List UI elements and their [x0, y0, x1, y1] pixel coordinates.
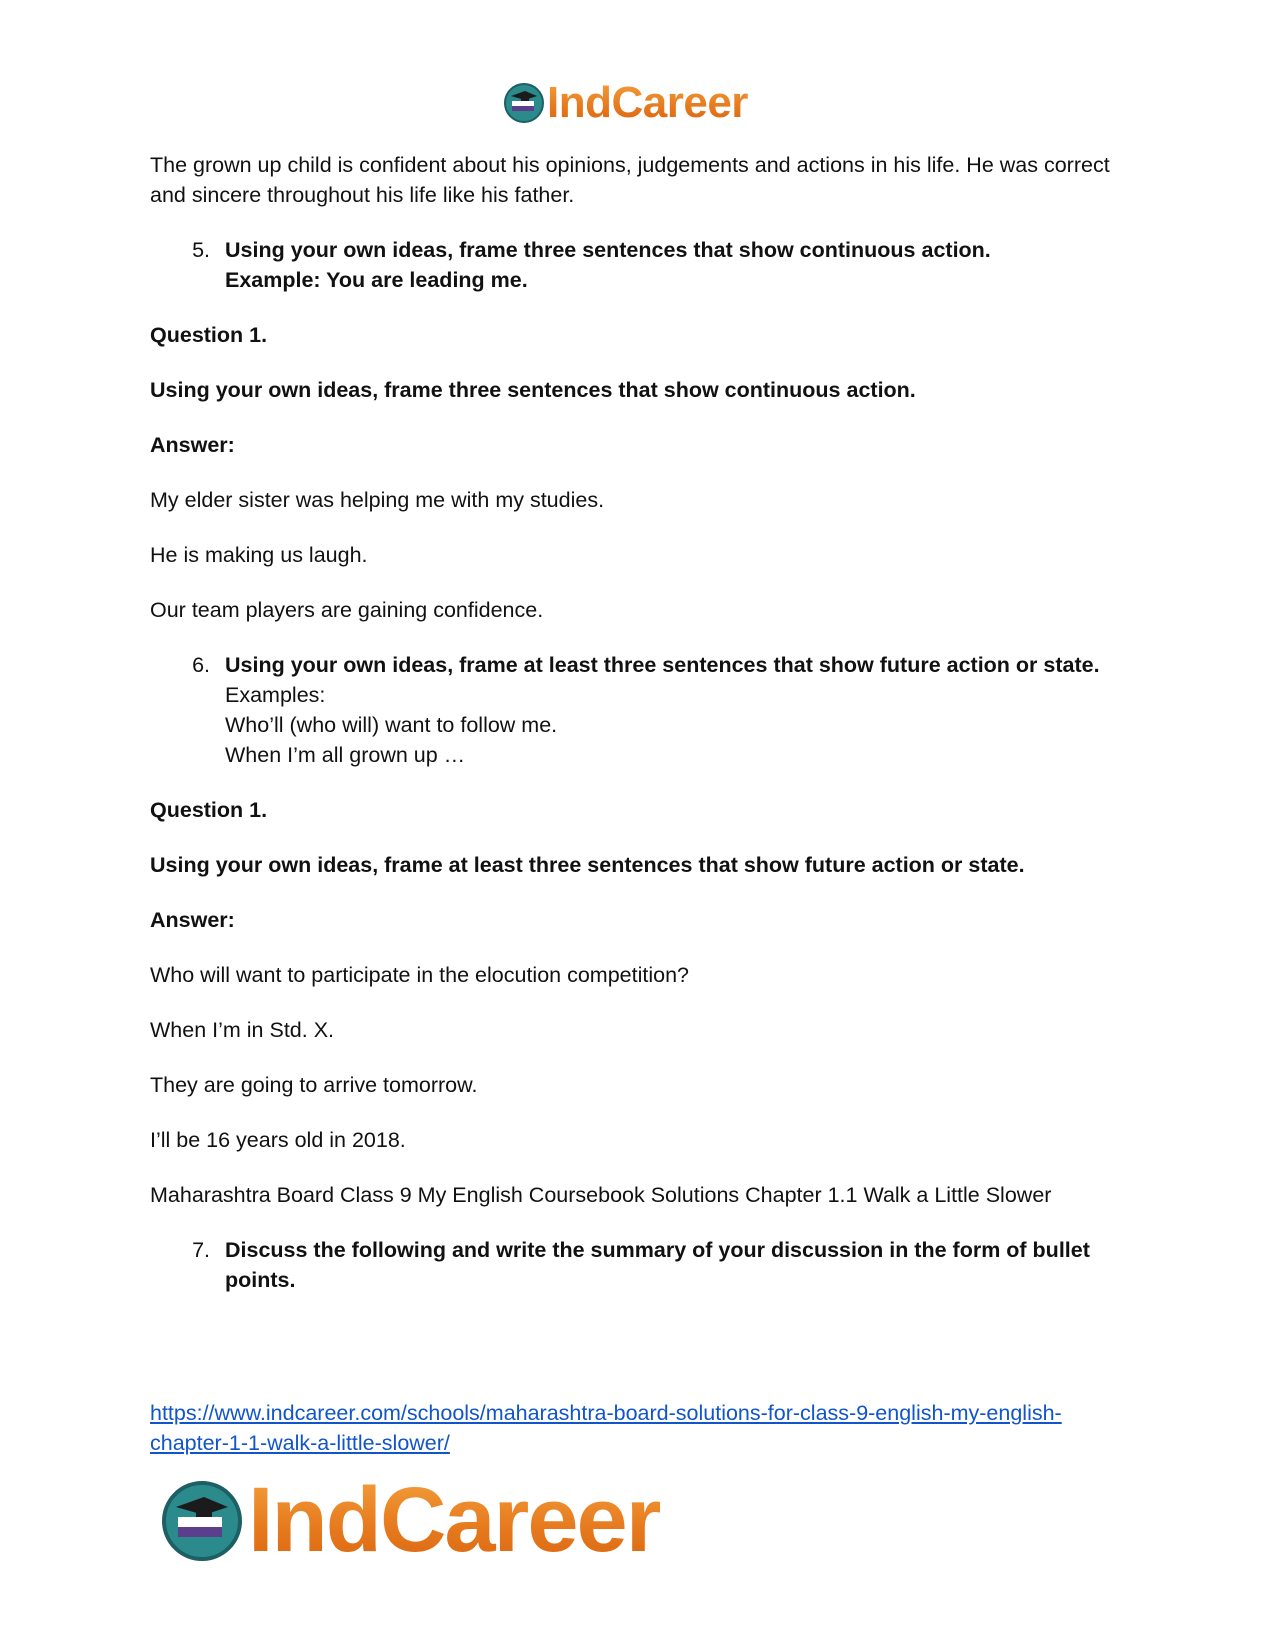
list-item-5	[150, 235, 1130, 295]
answer-line: I’ll be 16 years old in 2018.	[150, 1128, 406, 1152]
source-link-line: https://www.indcareer.com/schools/maharashtra-board-solutions-for-class-9-english-my-english-	[150, 1401, 1062, 1425]
source-link-line: chapter-1-1-walk-a-little-slower/	[150, 1431, 450, 1455]
intro-paragraph: The grown up child is confident about his opinions, judgements and actions in his life. He was correct and sincere throughout his life like his father.	[150, 153, 1110, 207]
list-number: 5.	[192, 238, 210, 262]
answer-line: When I’m in Std. X.	[150, 1018, 335, 1042]
item6-example: Who’ll (who will) want to follow me.	[225, 713, 558, 737]
answer-label: Answer:	[150, 908, 235, 932]
question-text: Using your own ideas, frame three sentences that show continuous action.	[150, 378, 916, 402]
logo-wordmark: IndCareer	[547, 78, 748, 127]
list-number: 7.	[192, 1238, 210, 1262]
list-item-7	[150, 1235, 1130, 1295]
answer-line: Our team players are gaining confidence.	[150, 598, 544, 622]
question-text: Using your own ideas, frame at least three sentences that show future action or state.	[150, 853, 1025, 877]
header-logo	[503, 78, 748, 128]
item6-examples-label: Examples:	[225, 683, 326, 707]
list-item-6	[150, 650, 1130, 770]
item6-heading: Using your own ideas, frame at least three sentences that show future action or state.	[225, 653, 1100, 677]
answer-line: Who will want to participate in the elocution competition?	[150, 963, 689, 987]
item6-example: When I’m all grown up …	[225, 743, 466, 767]
item5-example: Example: You are leading me.	[225, 268, 528, 292]
answer-label: Answer:	[150, 433, 235, 457]
source-link[interactable]	[150, 1398, 1150, 1458]
footer-logo	[160, 1468, 660, 1573]
answer-line: They are going to arrive tomorrow.	[150, 1073, 478, 1097]
logo-wordmark: IndCareer	[248, 1469, 660, 1571]
answer-line: My elder sister was helping me with my studies.	[150, 488, 605, 512]
question-label: Question 1.	[150, 323, 268, 347]
globe-book-icon	[503, 82, 545, 124]
answer-line: He is making us laugh.	[150, 543, 368, 567]
list-number: 6.	[192, 653, 210, 677]
item5-heading: Using your own ideas, frame three sentences that show continuous action.	[225, 238, 991, 262]
item7-heading: Discuss the following and write the summary of your discussion in the form of bullet points.	[225, 1238, 1090, 1292]
document-body	[150, 150, 1130, 1320]
globe-book-icon	[160, 1479, 244, 1563]
question-label: Question 1.	[150, 798, 268, 822]
reference-line: Maharashtra Board Class 9 My English Coursebook Solutions Chapter 1.1 Walk a Little Slower	[150, 1183, 1052, 1207]
